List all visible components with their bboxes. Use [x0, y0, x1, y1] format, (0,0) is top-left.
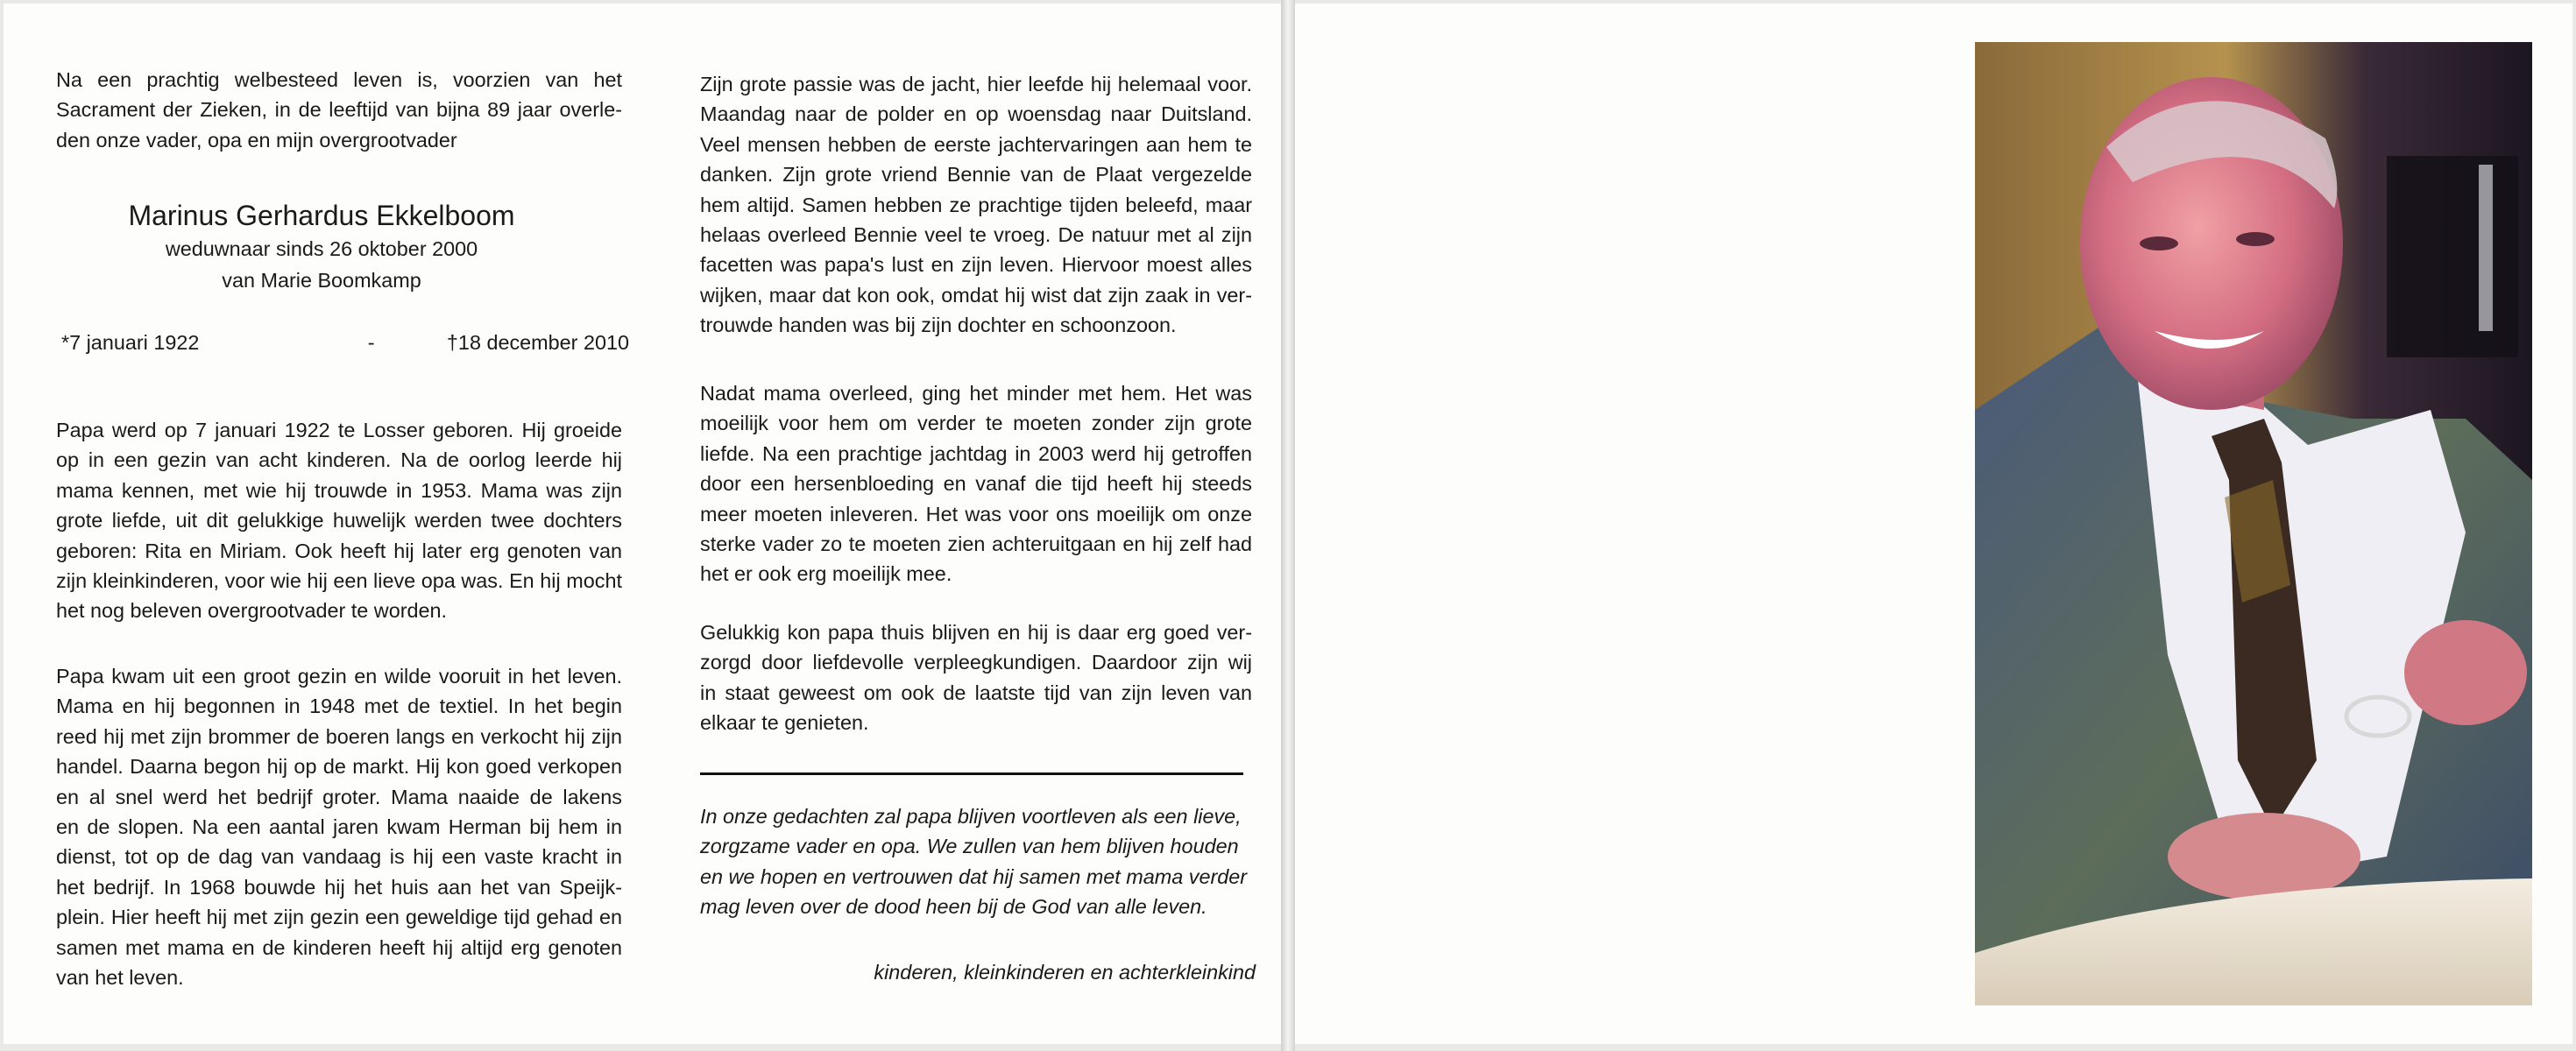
bio-line: van het leven. [56, 966, 184, 990]
widower-line: weduwnaar sinds 26 oktober 2000 [165, 237, 478, 260]
biography-paragraph-5 [700, 617, 1252, 738]
bio-line: zorgd door liefdevolle verpleegkundigen. Daardoor zijn wij [700, 651, 1252, 674]
eye-right-shape [2236, 232, 2275, 246]
biography-paragraph-1 [56, 415, 622, 626]
dark-shelf-shape [2387, 156, 2518, 357]
date-separator: - [367, 331, 375, 354]
bio-line: geboren: Rita en Miriam. Ook heeft hij later erg genoten van [56, 539, 622, 562]
card-inner-left-panel [4, 4, 1281, 1044]
portrait-illustration [1975, 42, 2532, 1005]
deceased-block [56, 198, 587, 296]
spouse-line: van Marie Boomkamp [222, 269, 421, 292]
bio-line: door een hersenbloeding en vanaf die tijd heeft hij steeds [700, 472, 1252, 496]
birth-date: *7 januari 1922 [61, 331, 200, 354]
divider-rule [700, 772, 1243, 775]
bio-line: trouwde handen was bij zijn dochter en schoonzoon. [700, 314, 1177, 337]
bio-line: hem altijd. Samen hebben ze prachtige tijden beleefd, maar [700, 193, 1252, 216]
bio-line: wijken, maar dat kon ook, omdat hij wist dat zijn zaak in ver- [700, 283, 1252, 307]
verse-line: zorgzame vader en opa. We zullen van hem blijven houden [700, 835, 1239, 858]
bio-line: Maandag naar de polder en op woensdag naar Duitsland. [700, 102, 1252, 126]
bio-line: Zijn grote passie was de jacht, hier leefde hij helemaal voor. [700, 73, 1252, 95]
deceased-name: Marinus Gerhardus Ekkelboom [128, 200, 515, 231]
bio-line: op in een gezin van acht kinderen. Na de oorlog leerde hij [56, 448, 622, 472]
bio-line: plein. Hier heeft hij met zijn gezin een geweldige tijd gehad en [56, 906, 622, 929]
biography-paragraph-2 [56, 661, 622, 992]
intro-text [56, 65, 622, 155]
bio-line: zijn kleinkinderen, voor wie hij een lieve opa was. En hij mocht [56, 569, 622, 593]
bio-line: meer moeten inleveren. Het was voor ons moeilijk om onze [700, 502, 1252, 526]
bio-line: reed hij met zijn brommer de boeren langs en verkocht hij zijn [56, 724, 622, 748]
closing-verse [700, 801, 1252, 922]
card-fold-gutter [1281, 0, 1295, 1051]
bio-line: grote liefde, uit dit gelukkige huwelijk werden twee dochters [56, 509, 622, 533]
bio-line: facetten was papa's lust en zijn leven. Hiervoor moest alles [700, 253, 1252, 277]
bio-line: samen met mama en de kinderen heeft hij altijd erg genoten [56, 935, 622, 959]
intro-line: Na een prachtig welbesteed leven is, voorzien van het [56, 68, 622, 91]
bio-line: het er ook erg moeilijk mee. [700, 562, 952, 586]
bio-line: Veel mensen hebben de eerste jachtervaringen aan hem te [700, 132, 1252, 156]
portrait-photo [1975, 42, 2532, 1005]
bio-line: Gelukkig kon papa thuis blijven en hij is daar erg goed ver- [700, 621, 1252, 644]
verse-line: mag leven over de dood heen bij de God van alle leven. [700, 895, 1207, 919]
verse-line: In onze gedachten zal papa blijven voortleven als een lieve, [700, 805, 1242, 828]
signature-line: kinderen, kleinkinderen en achterkleinkind [874, 961, 1256, 984]
biography-paragraph-3 [700, 69, 1252, 341]
intro-line: Sacrament der Zieken, in de leeftijd van bijna 89 jaar overle- [56, 98, 622, 122]
bio-line: en al snel werd het bedrijf groter. Mama naaide de lakens [56, 785, 622, 808]
bio-line: sterke vader zo te moeten zien achteruitgaan en hij zelf had [700, 533, 1252, 556]
verse-line: en we hopen en vertrouwen dat hij samen met mama verder [700, 864, 1248, 888]
bio-line: mama kennen, met wie hij trouwde in 1953. Mama was zijn [56, 478, 622, 502]
bio-line: moeilijk voor hem om verder te moeten zonder zijn grote [700, 412, 1252, 435]
bio-line: het nog beleven overgrootvader te worden. [56, 599, 448, 623]
bio-line: elkaar te genieten. [700, 711, 869, 735]
bio-line: Papa kwam uit een groot gezin en wilde vooruit in het leven. [56, 665, 622, 688]
bio-line: en de slopen. Na een aantal jaren kwam Herman bij hem in [56, 815, 622, 839]
bio-line: het bedrijf. In 1968 bouwde hij het huis aan het van Speijk- [56, 875, 622, 899]
left-hand-shape [2168, 813, 2360, 900]
shelf-item-shape [2479, 165, 2493, 331]
bio-line: Nadat mama overleed, ging het minder met hem. Het was [700, 382, 1252, 405]
life-dates [61, 328, 629, 357]
eye-left-shape [2140, 236, 2178, 250]
bio-line: liefde. Na een prachtige jachtdag in 2003 werd hij getroffen [700, 441, 1252, 465]
bio-line: helaas overleed Bennie veel te vroeg. De natuur met al zijn [700, 223, 1252, 247]
bio-line: dienst, tot op de dag van vandaag is hij een vaste kracht in [56, 845, 622, 869]
intro-line: den onze vader, opa en mijn overgrootvader [56, 128, 457, 152]
bio-line: danken. Zijn grote vriend Bennie van de Plaat vergezelde [700, 163, 1252, 187]
bio-line: handel. Daarna begon hij op de markt. Hij kon goed verkopen [56, 755, 622, 779]
right-hand-shape [2404, 620, 2527, 725]
death-date: †18 december 2010 [446, 331, 629, 354]
bio-line: in staat geweest om ook de laatste tijd van zijn leven van [700, 681, 1252, 704]
bio-line: Papa werd op 7 januari 1922 te Losser geboren. Hij groeide [56, 419, 622, 441]
bio-line: Mama en hij begonnen in 1948 met de textiel. In het begin [56, 695, 622, 718]
biography-paragraph-4 [700, 378, 1252, 589]
